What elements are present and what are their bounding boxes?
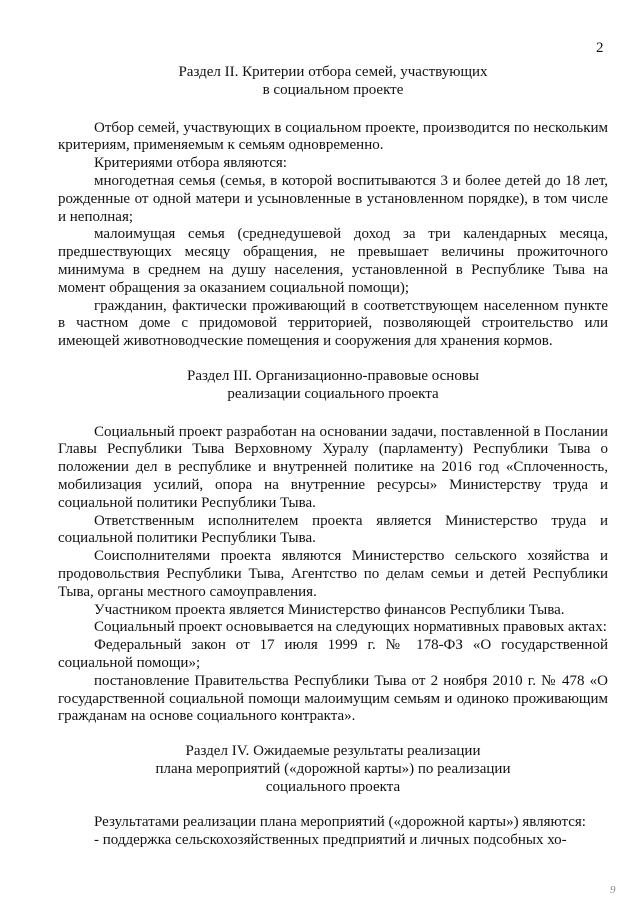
section-2-heading — [58, 64, 608, 100]
section-4-paragraph: Результатами реализации плана мероприятий («дорожной карты») являются: — [94, 814, 586, 831]
section-4-heading-line: Раздел IV. Ожидаемые результаты реализации — [185, 743, 481, 760]
corner-mark: 9 — [610, 884, 616, 896]
section-2-paragraph: гражданин, фактически проживающий в соответствующем населенном пункте в частном доме с придомовой территорией, позволяющей строительство или имеющей животноводческие помещения и сооружения для хранения кормов. — [58, 297, 608, 350]
section-4-paragraph: - поддержка сельскохозяйственных предприятий и личных подсобных хо- — [94, 832, 567, 849]
section-3-heading-line: Раздел III. Организационно-правовые основы — [186, 367, 479, 384]
document-body — [58, 64, 608, 850]
section-3-heading — [58, 368, 608, 404]
section-2-heading-line: в социальном проекте — [262, 81, 404, 98]
page-number: 2 — [596, 40, 604, 56]
section-4-heading — [58, 743, 608, 796]
section-3-paragraph: Соисполнителями проекта являются Министерство сельского хозяйства и продовольствия Республики Тыва, Агентство по делам семьи и детей Республики Тыва, органы местного самоуправления. — [58, 548, 608, 600]
section-2-paragraph: Критериями отбора являются: — [94, 155, 287, 172]
section-2-paragraph: малоимущая семья (среднедушевой доход за три календарных месяца, предшествующих месяцу обращения, не превышает величины прожиточного минимума в среднем на душу населения, установленной в Республике Тыва на момент обращения за оказанием социальной помощи); — [58, 226, 608, 296]
section-2-paragraph: многодетная семья (семья, в которой воспитываются 3 и более детей до 18 лет, рожденные от одной матери и усыновленные в установленном порядке), в том числе и неполная; — [58, 172, 608, 225]
section-3-paragraph: Социальный проект разработан на основании задачи, поставленной в Послании Главы Республики Тыва Верховному Хуралу (парламенту) Республики Тыва о положении дел в республике и внутренней политике на 2016 год «Сплоченность, мобилизация усилий, опора на внутренние ресурсы» Министерству труда и социальной политики Республики Тыва. — [58, 423, 608, 511]
section-3-heading-line: реализации социального проекта — [227, 385, 439, 402]
section-4-heading-line: плана мероприятий («дорожной карты») по реализации — [155, 760, 511, 777]
section-3-paragraph: Участником проекта является Министерство финансов Республики Тыва. — [94, 601, 565, 618]
section-3-paragraph: Социальный проект основывается на следующих нормативных правовых актах: — [94, 619, 607, 636]
section-3-paragraph: постановление Правительства Республики Тыва от 2 ноября 2010 г. № 478 «О государственной социальной помощи малоимущим семьям и одиноко проживающим гражданам на основе социального контракта». — [58, 672, 608, 725]
section-3-paragraph: Ответственным исполнителем проекта является Министерство труда и социальной политики Республики Тыва. — [58, 512, 608, 547]
section-2-heading-line: Раздел II. Критерии отбора семей, участвующих — [178, 64, 488, 80]
section-2-paragraph: Отбор семей, участвующих в социальном проекте, производится по нескольким критериям, применяемым к семьям одновременно. — [58, 119, 608, 154]
section-3-paragraph: Федеральный закон от 17 июля 1999 г. № 178-ФЗ «О государственной социальной помощи»; — [58, 637, 608, 671]
section-4-heading-line: социального проекта — [265, 778, 401, 795]
